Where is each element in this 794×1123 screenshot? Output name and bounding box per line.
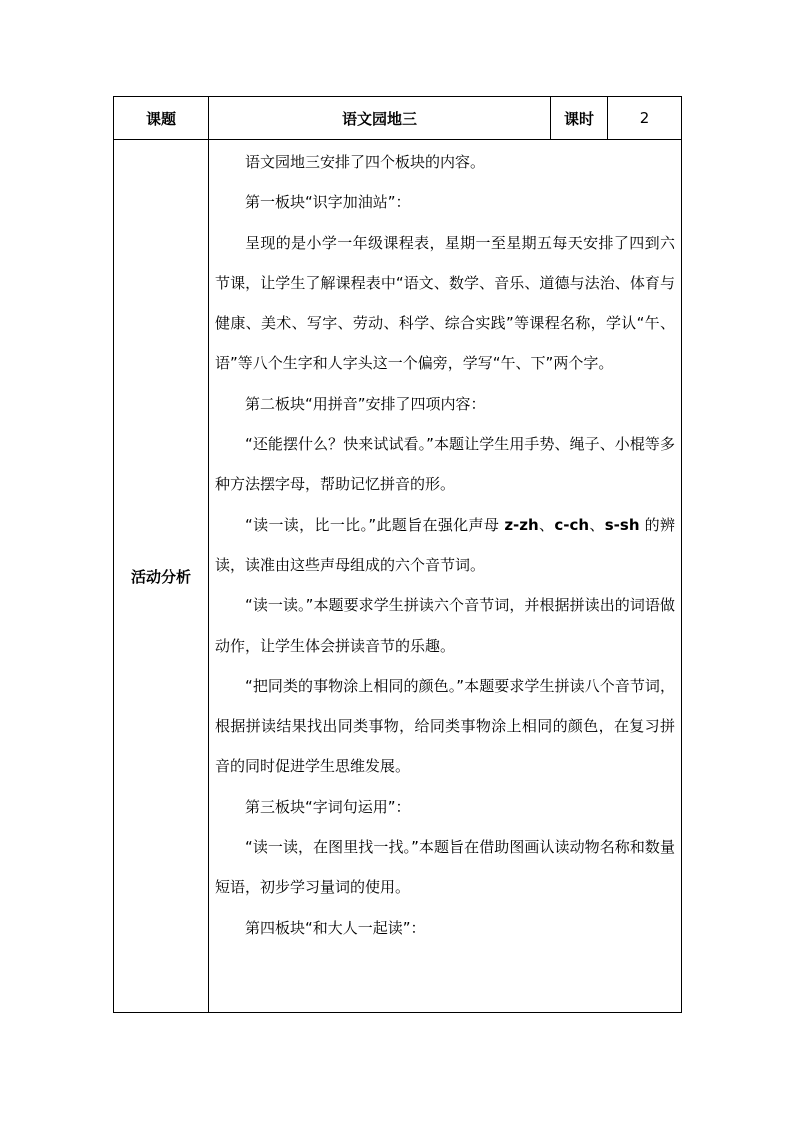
separator-2: 、 [589,515,605,534]
analysis-paragraph-7: “读一读。”本题要求学生拼读六个音节词，并根据拼读出的词语做动作，让学生体会拼读音节的乐趣。 [215,596,675,655]
paragraph-6-lead: “读一读，比一比。”此题旨在强化声母 [245,515,505,534]
analysis-paragraph-3: 呈现的是小学一年级课程表，星期一至星期五每天安排了四到六节课，让学生了解课程表中“语文、数学、音乐、道德与法治、体育与健康、美术、写字、劳动、科学、综合实践”等课程名称，学认“午、语”等八个生字和人字头这一个偏旁，学写“午、下”两个字。 [215,233,675,373]
analysis-paragraph-6 [215,505,675,586]
period-value: 2 [608,97,682,140]
analysis-paragraph-11: 第四板块“和大人一起读”： [245,918,426,937]
analysis-paragraph-10: “读一读，在图里找一找。”本题旨在借助图画认读动物名称和数量短语，初步学习量词的使用。 [215,838,675,897]
analysis-label: 活动分析 [114,140,209,1013]
header-row [114,97,682,140]
analysis-paragraph-2: 第一板块“识字加油站”： [245,193,411,212]
separator-1: 、 [538,515,555,534]
analysis-row [114,140,682,1013]
pinyin-pair-s-sh: s-sh [604,515,640,534]
pinyin-pair-c-ch: c-ch [554,515,590,534]
topic-label: 课题 [114,97,209,140]
analysis-paragraph-8: “把同类的事物涂上相同的颜色。”本题要求学生拼读八个音节词，根据拼读结果找出同类事物，给同类事物涂上相同的颜色，在复习拼音的同时促进学生思维发展。 [215,676,675,776]
period-label: 课时 [551,97,608,140]
paragraph-6-tail: 的辨读，读准由这些声母组成的六个音节词。 [215,515,675,574]
analysis-paragraph-1: 语文园地三安排了四个板块的内容。 [245,153,486,171]
analysis-paragraph-5: “还能摆什么？快来试试看。”本题让学生用手势、绳子、小棍等多种方法摆字母，帮助记忆拼音的形。 [215,435,675,494]
analysis-content [209,140,681,948]
topic-value: 语文园地三 [209,97,551,140]
pinyin-pair-z-zh: z-zh [504,515,539,534]
analysis-paragraph-4: 第二板块“用拼音”安排了四项内容： [245,394,486,413]
lesson-plan-table [113,96,682,1013]
analysis-content-cell [209,140,682,1013]
analysis-paragraph-9: 第三板块“字词句运用”： [245,797,411,816]
